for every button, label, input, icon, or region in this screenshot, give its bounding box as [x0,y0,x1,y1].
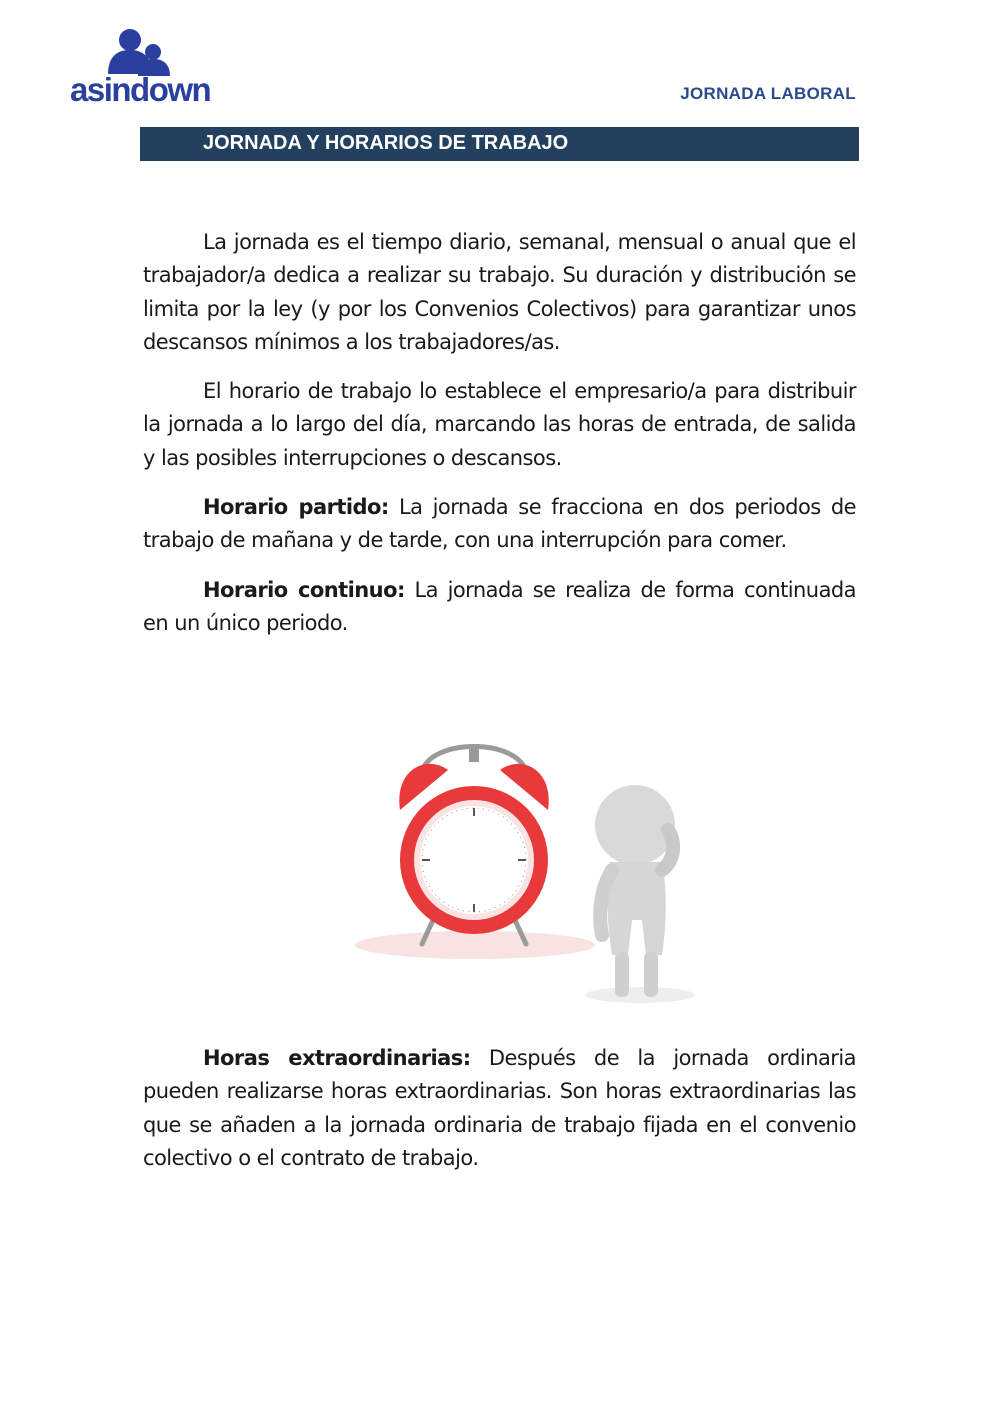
thinking-figure-icon [585,785,695,1003]
term-horario-continuo: Horario continuo: [203,577,405,602]
extra-hours-content [143,1042,856,1191]
paragraph-horario-continuo: Horario continuo: La jornada se realiza de forma continuada en un único periodo. [143,577,856,635]
logo [70,26,220,106]
paragraph-horario: El horario de trabajo lo establece el empresario/a para distribuir la jornada a lo largo del día, marcando las horas de entrada, de salida y las posibles interrupciones o descansos. [143,379,856,470]
paragraph-horas-extraordinarias: Horas extraordinarias: Después de la jornada ordinaria pueden realizarse horas extraordinarias. Son horas extraordinarias las que se añaden a la jornada ordinaria de trabajo fijada en el convenio colectivo o el contrato de trabajo. [143,1046,856,1170]
main-content [143,226,856,656]
section-label: JORNADA LABORAL [680,84,856,103]
term-horas-extraordinarias: Horas extraordinarias: [203,1046,471,1070]
term-horario-partido: Horario partido: [203,495,389,520]
logo-figures-icon [70,26,220,76]
paragraph-jornada: La jornada es el tiempo diario, semanal, mensual o anual que el trabajador/a dedica a realizar su trabajo. Su duración y distribución se limita por la ley (y por los Convenios Colectivos) para garantizar unos descansos mínimos a los trabajadores/as. [143,230,856,354]
logo-text: asindown [70,71,211,108]
paragraph-horario-partido: Horario partido: La jornada se fracciona en dos periodos de trabajo de mañana y de tarde, con una interrupción para comer. [143,495,857,553]
illustration [330,730,730,1010]
page-title: JORNADA Y HORARIOS DE TRABAJO [140,127,859,161]
alarm-clock-icon [355,744,595,959]
